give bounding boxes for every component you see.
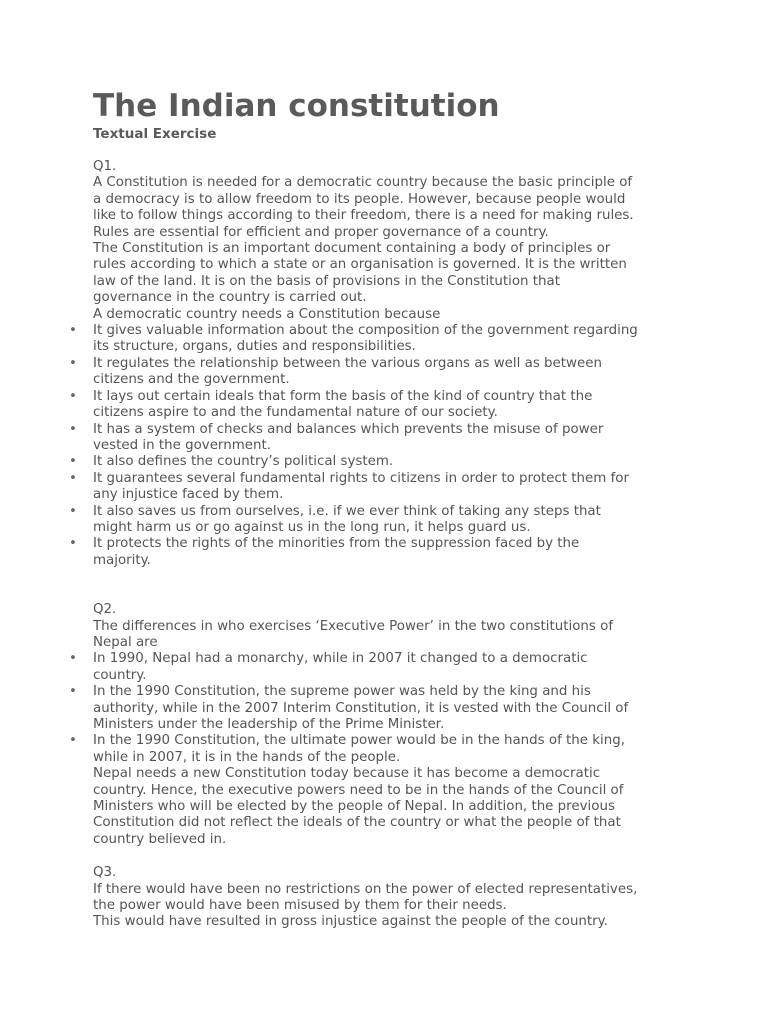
text-line: Nepal are (93, 634, 158, 650)
list-item (69, 733, 683, 766)
text-line: any injustice faced by them. (93, 487, 284, 503)
text-line: In the 1990 Constitution, the ultimate power would be in the hands of the king, (93, 733, 626, 749)
bullet-icon: • (69, 454, 77, 470)
text-line: majority. (93, 552, 151, 568)
question-3 (93, 865, 683, 931)
document-page (69, 86, 683, 931)
text-line: Nepal needs a new Constitution today because it has become a democratic (93, 766, 601, 782)
question-label: Q2. (93, 602, 117, 618)
text-line: while in 2007, it is in the hands of the people. (93, 749, 401, 765)
text-line: It protects the rights of the minorities from the suppression faced by the (93, 536, 580, 552)
text-line: The Constitution is an important document containing a body of principles or (93, 241, 611, 257)
text-line: country. (93, 667, 147, 683)
list-item (69, 503, 683, 537)
q1-paragraph (93, 241, 683, 307)
text-line: In the 1990 Constitution, the supreme power was held by the king and his (93, 684, 591, 700)
text-line: a democracy is to allow freedom to its people. However, because people would (93, 191, 626, 207)
list-item (69, 684, 683, 733)
text-line: might harm us or go against us in the long run, it helps guard us. (93, 519, 531, 535)
text-line: It regulates the relationship between the various organs as well as between (93, 355, 602, 371)
text-line: This would have resulted in gross injustice against the people of the country. (93, 914, 608, 930)
bullet-icon: • (69, 470, 77, 486)
text-line: If there would have been no restrictions on the power of elected representatives, (93, 881, 638, 897)
page-subtitle: Textual Exercise (93, 126, 217, 142)
text-line: governance in the country is carried out. (93, 290, 367, 306)
text-line: A democratic country needs a Constitution because (93, 306, 441, 322)
text-line: Ministers under the leadership of the Prime Minister. (93, 717, 445, 732)
text-line: rules according to which a state or an organisation is governed. It is the written (93, 257, 627, 273)
text-line: In 1990, Nepal had a monarchy, while in 2007 it changed to a democratic (93, 651, 588, 667)
list-item (69, 651, 683, 684)
question-2 (69, 602, 683, 848)
bullet-icon: • (69, 503, 77, 519)
bullet-icon: • (69, 323, 77, 339)
list-item (69, 421, 683, 455)
bullet-icon: • (69, 355, 77, 371)
list-item (69, 355, 683, 389)
text-line: the power would have been misused by them for their needs. (93, 898, 507, 914)
text-line: The differences in who exercises ‘Executive Power’ in the two constitutions of (93, 618, 614, 634)
q3-paragraph (93, 914, 683, 930)
text-line: like to follow things according to their freedom, there is a need for making rules. (93, 208, 634, 224)
bullet-icon: • (69, 684, 77, 700)
q2-bullet-list (69, 651, 683, 766)
list-item (69, 470, 683, 504)
text-line: country. Hence, the executive powers need to be in the hands of the Council of (93, 782, 624, 798)
bullet-icon: • (69, 536, 77, 552)
text-line: It has a system of checks and balances which prevents the misuse of power (93, 421, 604, 437)
q2-closing (93, 766, 683, 848)
q1-paragraph (93, 175, 683, 241)
question-1 (69, 159, 683, 569)
list-item (69, 454, 683, 470)
text-line: citizens and the government. (93, 372, 290, 388)
text-line: vested in the government. (93, 437, 271, 453)
page-title: The Indian constitution (93, 88, 500, 124)
bullet-icon: • (69, 421, 77, 437)
text-line: Ministers who will be elected by the people of Nepal. In addition, the previous (93, 799, 615, 815)
q1-paragraph (93, 307, 683, 323)
list-item (69, 388, 683, 422)
question-label: Q3. (93, 865, 117, 881)
text-line: Rules are essential for efficient and proper governance of a country. (93, 224, 549, 240)
q3-paragraph (93, 882, 683, 915)
bullet-icon: • (69, 388, 77, 404)
list-item (69, 323, 683, 356)
q2-intro (93, 619, 683, 652)
text-line: It guarantees several fundamental rights to citizens in order to protect them for (93, 470, 629, 486)
question-label: Q1. (93, 159, 117, 174)
list-item (69, 536, 683, 569)
text-line: citizens aspire to and the fundamental nature of our society. (93, 405, 498, 421)
bullet-icon: • (69, 651, 77, 667)
text-line: A Constitution is needed for a democratic country because the basic principle of (93, 175, 633, 191)
text-line: It gives valuable information about the composition of the government regarding (93, 323, 638, 339)
text-line: It also defines the country’s political system. (93, 454, 394, 470)
text-line: country believed in. (93, 831, 227, 847)
text-line: Constitution did not reflect the ideals of the country or what the people of that (93, 815, 621, 831)
q1-bullet-list (69, 323, 683, 569)
text-line: its structure, organs, duties and responsibilities. (93, 339, 416, 355)
text-line: It also saves us from ourselves, i.e. if we ever think of taking any steps that (93, 503, 601, 519)
text-line: authority, while in the 2007 Interim Constitution, it is vested with the Council of (93, 700, 629, 716)
text-line: law of the land. It is on the basis of provisions in the Constitution that (93, 273, 560, 289)
bullet-icon: • (69, 733, 77, 749)
text-line: It lays out certain ideals that form the basis of the kind of country that the (93, 388, 593, 404)
